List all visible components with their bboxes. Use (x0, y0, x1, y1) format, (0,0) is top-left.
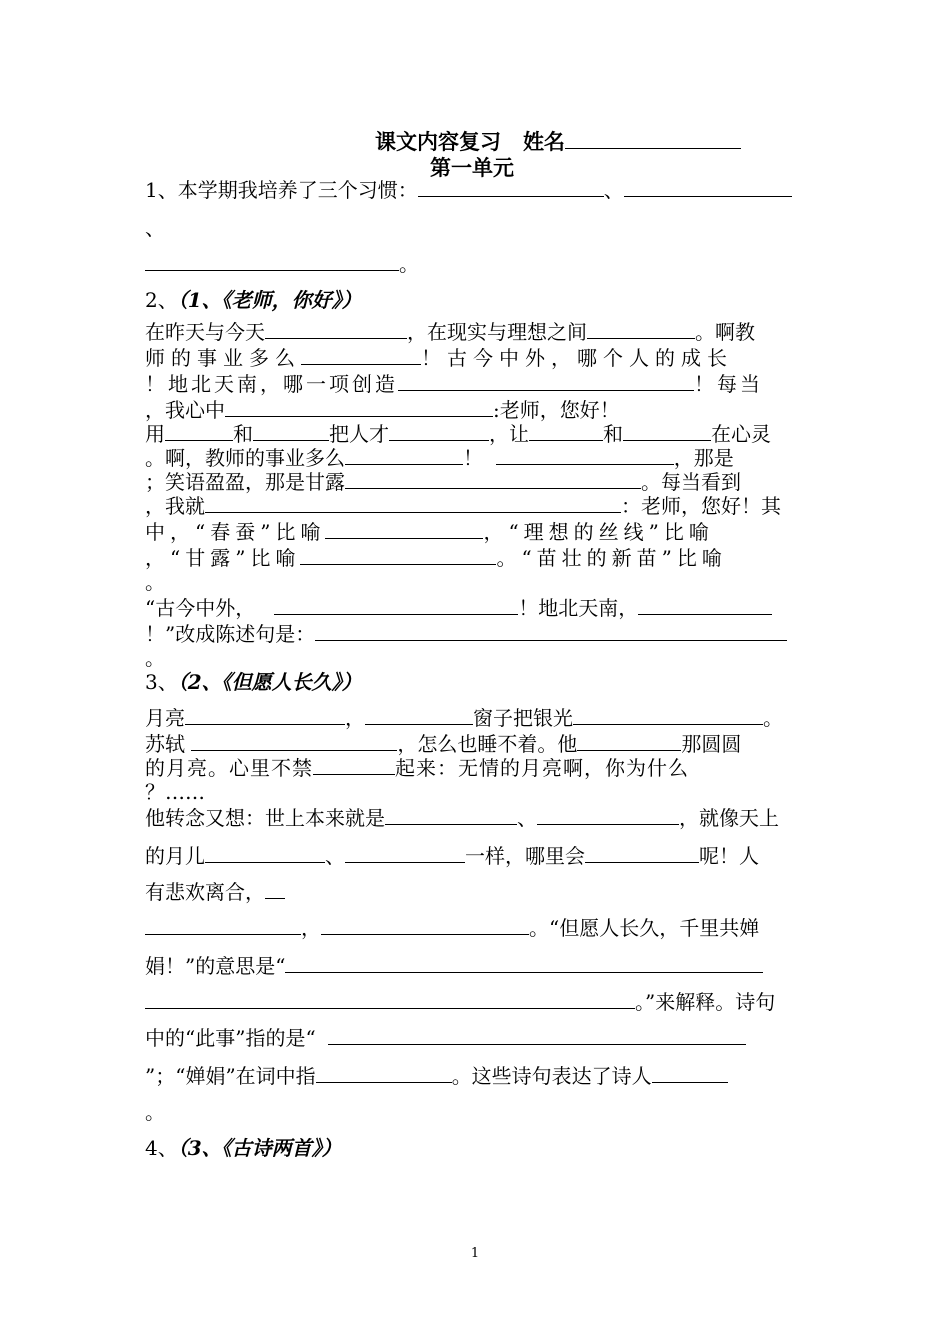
blank[interactable] (316, 1064, 452, 1083)
q3-line-8: ， 。“但愿人长久，千里共婵 (145, 916, 759, 940)
q3-line-7: 有悲欢离合， (145, 880, 285, 904)
blank[interactable] (225, 398, 493, 417)
blank[interactable] (191, 732, 397, 751)
blank[interactable] (265, 880, 285, 899)
blank[interactable] (638, 596, 772, 615)
blank[interactable] (315, 622, 787, 641)
q3-line-13: 。 (145, 1100, 165, 1124)
blank[interactable] (652, 1064, 728, 1083)
title-text: 课文内容复习 (375, 129, 501, 154)
blank[interactable] (389, 422, 489, 441)
blank[interactable] (537, 806, 679, 825)
blank[interactable] (313, 756, 395, 775)
blank[interactable] (365, 706, 473, 725)
q2-line-12: “古今中外， ！地北天南， (145, 596, 772, 620)
blank[interactable] (253, 422, 329, 441)
blank[interactable] (587, 320, 695, 339)
q1-line-3: 。 (145, 252, 419, 276)
q3-line-4: ？…… (145, 780, 205, 804)
name-label: 姓名 (522, 129, 565, 154)
blank[interactable] (496, 446, 674, 465)
q2-line-14: 。 (145, 646, 165, 670)
blank[interactable] (300, 546, 496, 565)
page-number: 1 (470, 1246, 480, 1261)
name-blank[interactable] (565, 130, 741, 149)
q2-line-6: 。啊，教师的事业多么 ！ ，那是 (145, 446, 734, 470)
q2-line-7: ；笑语盈盈，那是甘露 。每当看到 (145, 470, 741, 494)
blank[interactable] (301, 346, 421, 365)
q1-line-1: 1、本学期我培养了三个习惯： 、 (145, 178, 792, 202)
blank[interactable] (418, 178, 604, 197)
blank[interactable] (585, 844, 699, 863)
blank[interactable] (573, 706, 763, 725)
q3-line-12: ”；“婵娟”在词中指 。这些诗句表达了诗人 (145, 1064, 728, 1088)
blank[interactable] (577, 732, 681, 751)
q2-heading: 2、（1、《老师，你好》） (145, 288, 362, 312)
unit-title: 第一单元 (430, 155, 514, 180)
blank[interactable] (145, 252, 399, 271)
blank[interactable] (624, 178, 792, 197)
q3-line-11: 中的“此事”指的是“ (145, 1026, 746, 1050)
q2-line-8: ，我就 ：老师，您好！其 (145, 494, 781, 518)
q3-heading: 3、（2、《但愿人长久》） (145, 670, 362, 694)
q3-line-10: 。”来解释。诗句 (145, 990, 775, 1014)
blank[interactable] (325, 520, 483, 539)
q2-line-2: 师的事业多么 ！古今中外，哪个人的成长 (145, 346, 733, 370)
q2-line-1: 在昨天与今天 ，在现实与理想之间 。啊教 (145, 320, 755, 344)
blank[interactable] (345, 470, 641, 489)
q2-line-13: ！”改成陈述句是： (145, 622, 787, 646)
blank[interactable] (265, 320, 407, 339)
blank[interactable] (623, 422, 711, 441)
blank[interactable] (385, 806, 517, 825)
blank[interactable] (165, 422, 233, 441)
blank[interactable] (345, 446, 463, 465)
blank[interactable] (321, 916, 529, 935)
q2-line-9: 中，“春蚕”比喻 ，“理想的丝线”比喻 (145, 520, 714, 544)
blank[interactable] (285, 954, 763, 973)
blank[interactable] (398, 372, 694, 391)
q3-line-2: 苏轼 ，怎么也睡不着。他 那圆圆 (145, 732, 742, 756)
q2-line-4: ，我心中 :老师，您好！ (145, 398, 620, 422)
blank[interactable] (205, 494, 621, 513)
q1-line-2: 、 (145, 216, 165, 240)
q3-line-3: 的月亮。心里不禁 起来：无情的月亮啊，你为什么 (145, 756, 689, 780)
q4-heading: 4、（3、《古诗两首》） (145, 1136, 342, 1160)
q3-line-6: 的月儿 、 一样，哪里会 呢！人 (145, 844, 759, 868)
q3-line-5: 他转念又想：世上本来就是 、 ，就像天上 (145, 806, 779, 830)
q2-line-10: ，“甘露”比喻 。“苗壮的新苗”比喻 (145, 546, 727, 570)
q2-line-3: ！地北天南，哪一项创造 ！每当 (145, 372, 763, 396)
blank[interactable] (145, 916, 301, 935)
q3-line-1: 月亮 ， 窗子把银光 。 (145, 706, 783, 730)
q2-line-11: 。 (145, 570, 165, 594)
blank[interactable] (205, 844, 325, 863)
q2-line-5: 用 和 把人才 ，让 和 在心灵 (145, 422, 771, 446)
q3-line-9: 娟！”的意思是“ (145, 954, 763, 978)
blank[interactable] (345, 844, 465, 863)
blank[interactable] (529, 422, 603, 441)
blank[interactable] (328, 1026, 746, 1045)
blank[interactable] (185, 706, 345, 725)
blank[interactable] (145, 990, 635, 1009)
blank[interactable] (274, 596, 518, 615)
